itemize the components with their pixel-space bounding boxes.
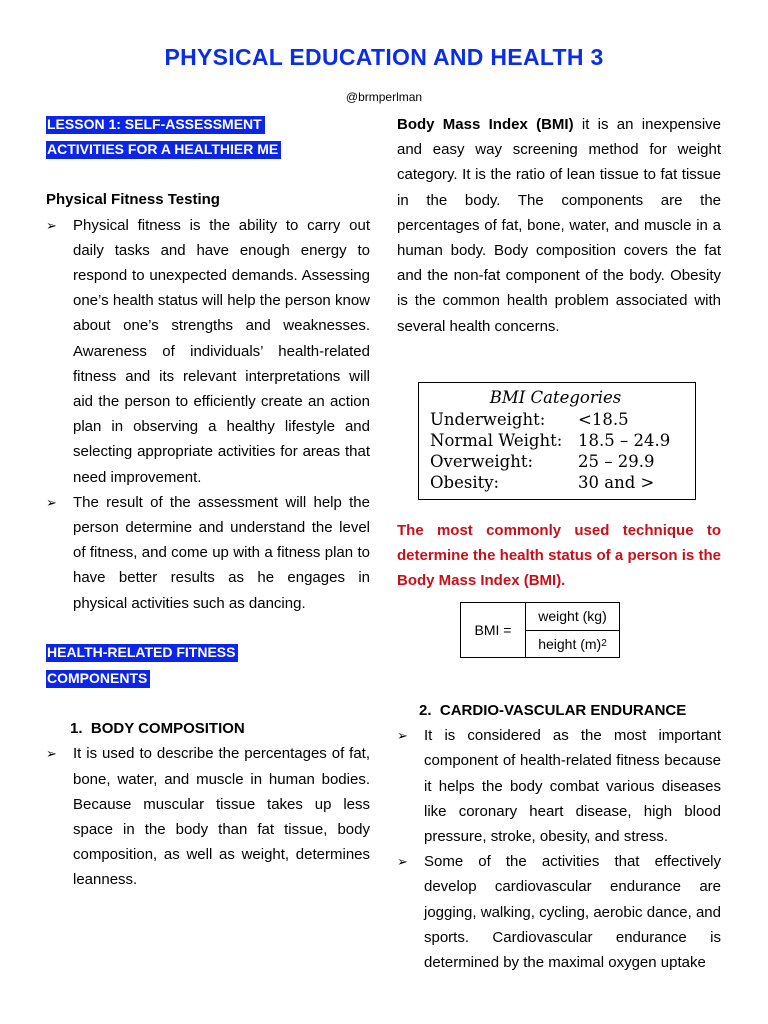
- list-item: ➢ Physical fitness is the ability to carry out daily tasks and have enough energy to respond to unexpected demands. Assessing one’s health status will help the person know about one’s strengths and weaknesses. Awareness of individuals’ health-related fitness and its relevant interpretations will aid the person to efficiently create an action plan in observing a healthy lifestyle and selecting appropriate activities for areas that need improvement.: [46, 213, 370, 490]
- table-row: Underweight: <18.5: [430, 410, 629, 429]
- formula-numerator: weight (kg): [526, 603, 619, 631]
- bmi-technique-note: The most commonly used technique to determine the health status of a person is the Body Mass Index (BMI).: [397, 522, 721, 590]
- bullet-arrow-icon: ➢: [397, 854, 408, 870]
- bullet-arrow-icon: ➢: [46, 217, 57, 233]
- right-column: [397, 112, 721, 339]
- bullet-arrow-icon: ➢: [397, 728, 408, 744]
- bmi-categories-caption: BMI Categories: [489, 388, 622, 407]
- table-row: Normal Weight: 18.5 – 24.9: [430, 431, 671, 450]
- bmi-paragraph: Body Mass Index (BMI) it is an inexpensive and easy way screening method for weight category. It is the ratio of lean tissue to fat tissue in the body. The components are the percentages of fat, bone, water, and muscle in a human body. Body composition covers the fat and the non-fat component of the body. Obesity is the common health problem associated with several health concerns.: [397, 116, 721, 335]
- pft-heading: Physical Fitness Testing: [46, 191, 220, 209]
- hrf-heading-line1: HEALTH-RELATED FITNESS: [46, 644, 238, 662]
- table-row: Overweight: 25 – 29.9: [430, 452, 655, 471]
- list-item: ➢ It is considered as the most important component of health-related fitness because it helps the body combat various diseases like coronary heart disease, high blood pressure, stroke, obesity, and stress.: [397, 723, 721, 849]
- left-column: [46, 112, 370, 893]
- list-item: ➢ Some of the activities that effectively develop cardiovascular endurance are jogging, walking, cycling, aerobic dance, and sports. Cardiovascular endurance is determined by the maximal oxygen uptake: [397, 849, 721, 975]
- author-handle: @brmperlman: [345, 90, 423, 104]
- cardio-heading: 2. CARDIO-VASCULAR ENDURANCE: [419, 702, 687, 719]
- bmi-formula: BMI = weight (kg) height (m) 2: [460, 602, 620, 658]
- list-item: ➢ The result of the assessment will help the person determine and understand the level of fitness, and come up with a fitness plan to have better results as he engages in physical activities such as dancing.: [46, 490, 370, 616]
- formula-denominator: height (m) 2: [538, 635, 607, 652]
- list-item: ➢ It is used to describe the percentages of fat, bone, water, and muscle in human bodies. Because muscular tissue takes up less space in the body than fat tissue, body composition, as well as weight, determines leanness.: [46, 741, 370, 892]
- body-composition-heading: 1. BODY COMPOSITION: [70, 720, 245, 738]
- table-row: Obesity: 30 and >: [430, 473, 655, 492]
- bullet-arrow-icon: ➢: [46, 746, 57, 762]
- page-title: PHYSICAL EDUCATION AND HEALTH 3: [164, 44, 604, 70]
- cardio-section: [397, 698, 721, 975]
- lesson-heading-line1: LESSON 1: SELF-ASSESSMENT: [46, 116, 265, 134]
- hrf-heading-line2: COMPONENTS: [46, 670, 150, 688]
- bullet-arrow-icon: ➢: [46, 494, 57, 510]
- bmi-categories-box: [418, 382, 696, 500]
- lesson-heading-line2: ACTIVITIES FOR A HEALTHIER ME: [46, 141, 281, 159]
